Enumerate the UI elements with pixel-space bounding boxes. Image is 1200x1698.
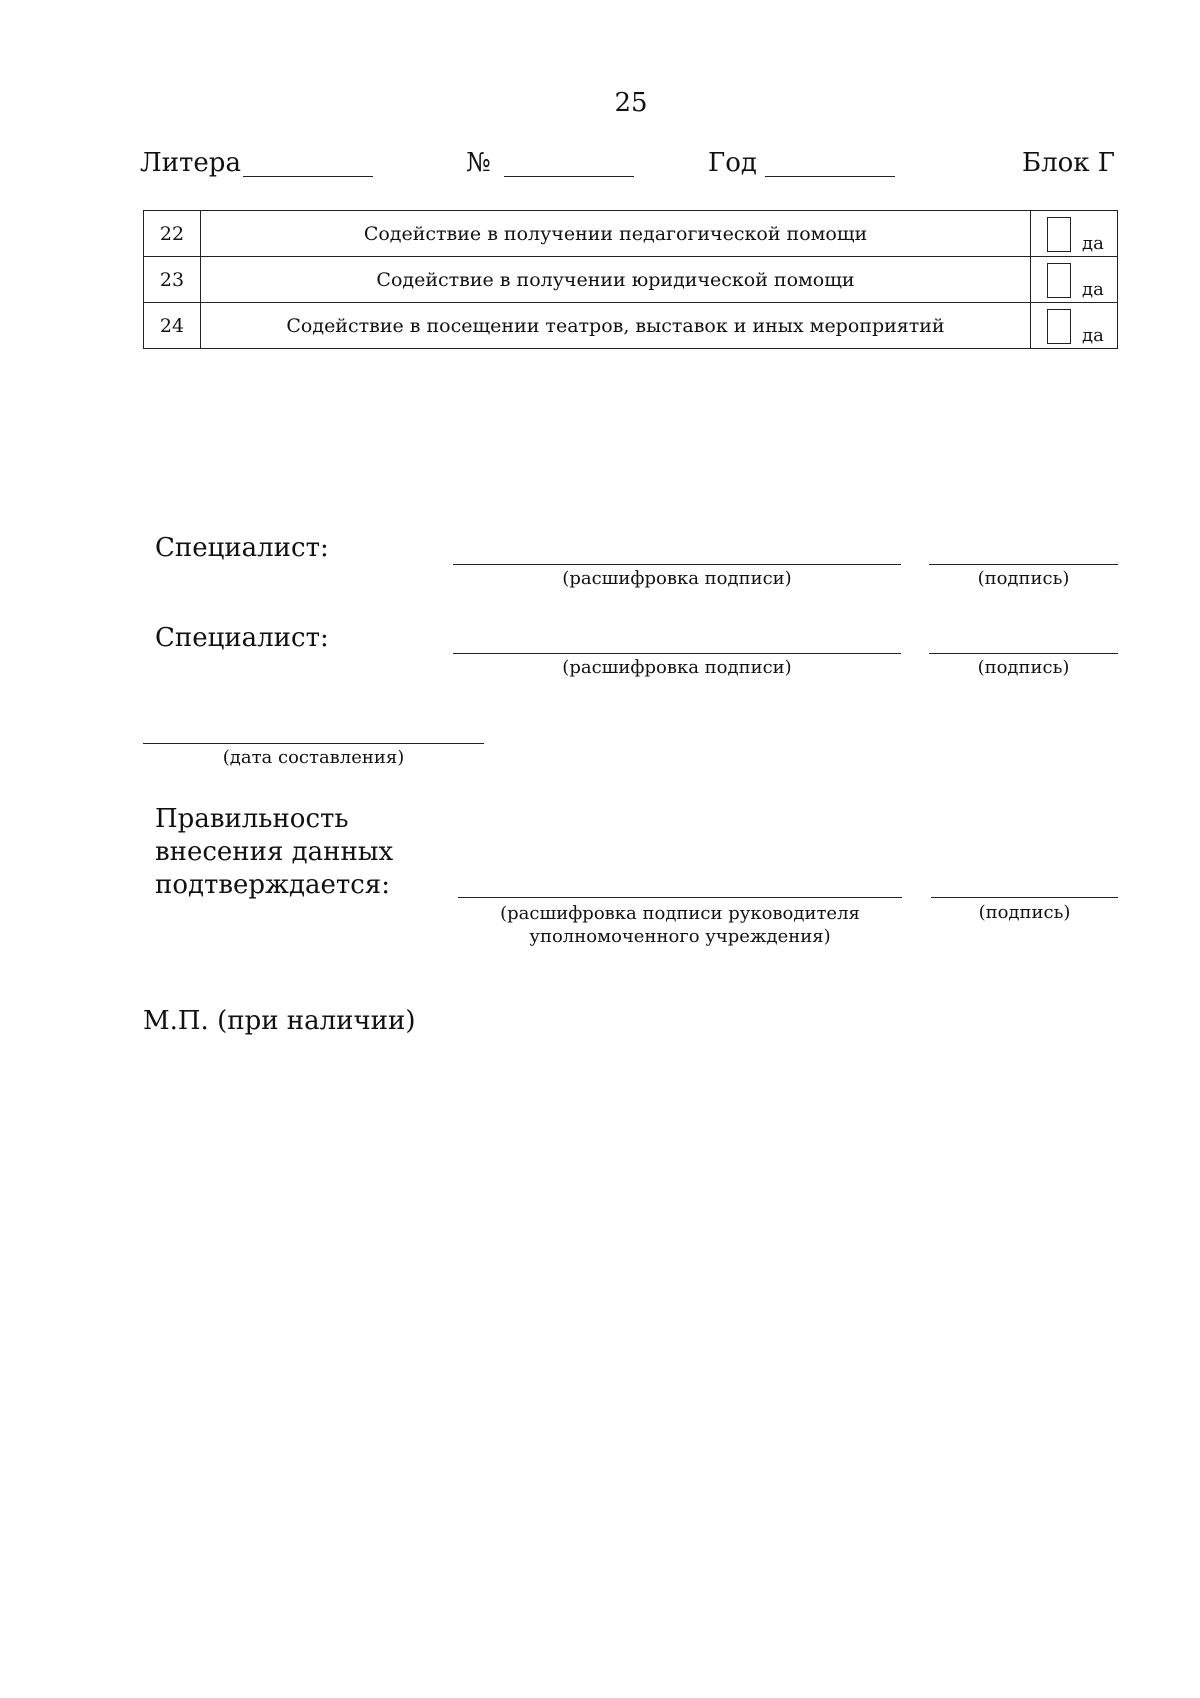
yes-label: да: [1082, 325, 1104, 346]
decoding-field[interactable]: [453, 564, 901, 565]
yes-label: да: [1082, 279, 1104, 300]
specialist-label: Специалист:: [155, 623, 329, 653]
service-text: Содействие в получении юридической помощи: [201, 257, 1031, 303]
decoding-caption: (расшифровка подписи): [562, 657, 792, 678]
year-label: Год: [708, 148, 757, 178]
services-table: [143, 210, 1118, 349]
decoding-caption: (расшифровка подписи): [562, 568, 792, 589]
table-row: [144, 211, 1118, 257]
head-decoding-caption: (расшифровка подписи руководителя уполномоченного учреждения): [500, 903, 860, 947]
confirmation-text: Правильность внесения данных подтверждается:: [155, 804, 394, 900]
yes-checkbox[interactable]: [1047, 263, 1071, 298]
head-decoding-field[interactable]: [458, 897, 902, 898]
date-caption: (дата составления): [222, 747, 405, 768]
specialist-label: Специалист:: [155, 533, 329, 563]
yes-label: да: [1082, 233, 1104, 254]
signature-field[interactable]: [929, 653, 1118, 654]
stamp-note: М.П. (при наличии): [143, 1006, 416, 1036]
litera-field[interactable]: [243, 176, 373, 177]
number-field[interactable]: [504, 176, 634, 177]
service-text: Содействие в получении педагогической помощи: [201, 211, 1031, 257]
table-row: [144, 257, 1118, 303]
yes-checkbox[interactable]: [1047, 217, 1071, 252]
block-label: Блок Г: [1022, 148, 1116, 178]
checkbox-cell: [1031, 303, 1118, 349]
year-field[interactable]: [765, 176, 895, 177]
signature-caption: (подпись): [977, 568, 1070, 589]
signature-caption: (подпись): [978, 902, 1071, 923]
decoding-field[interactable]: [453, 653, 901, 654]
checkbox-cell: [1031, 211, 1118, 257]
head-signature-field[interactable]: [931, 897, 1118, 898]
date-field[interactable]: [143, 743, 484, 744]
number-label: №: [466, 148, 491, 178]
signature-caption: (подпись): [977, 657, 1070, 678]
litera-label: Литера: [140, 148, 241, 178]
table-row: [144, 303, 1118, 349]
row-number: 24: [144, 303, 201, 349]
row-number: 22: [144, 211, 201, 257]
page-number: 25: [614, 88, 648, 118]
row-number: 23: [144, 257, 201, 303]
service-text: Содействие в посещении театров, выставок и иных мероприятий: [201, 303, 1031, 349]
yes-checkbox[interactable]: [1047, 309, 1071, 344]
checkbox-cell: [1031, 257, 1118, 303]
signature-field[interactable]: [929, 564, 1118, 565]
